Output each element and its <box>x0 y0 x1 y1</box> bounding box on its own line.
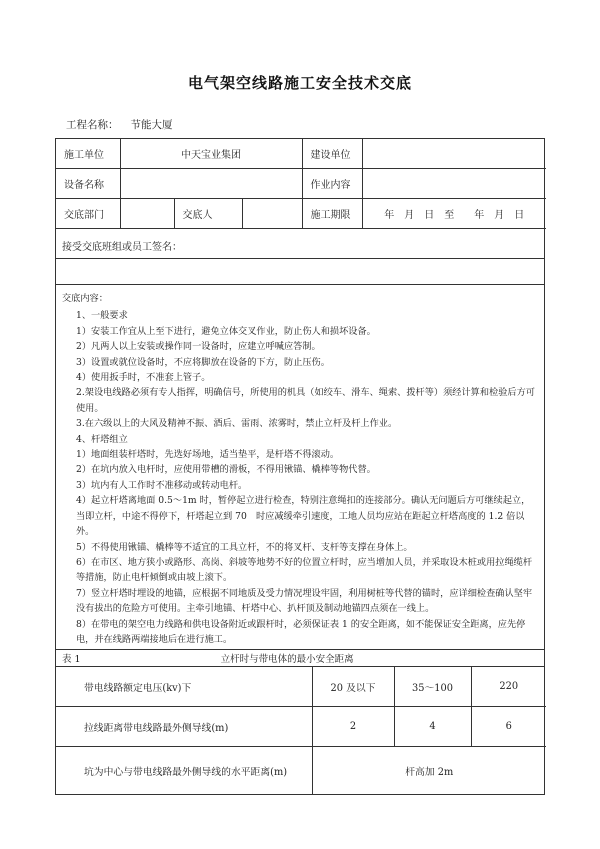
dept-label: 交底部门 <box>56 199 120 229</box>
project-name <box>66 117 173 132</box>
build-value[interactable] <box>362 139 546 169</box>
cell-value: 35～100 <box>394 667 471 707</box>
row-label: 坑为中心与带电线路最外侧导线的水平距离(m) <box>56 747 312 795</box>
content-item: 2）凡两人以上安装或操作同一设备时，应建立呼喊应答制。 <box>76 341 321 353</box>
content-item: 5）不得使用锹锚、橇棒等不适宜的工具立杆，不的将叉杆、支杆等支撑在身体上。 <box>76 541 413 553</box>
content-item: 8）在带电的架空电力线路和供电设备附近或跟杆时，必须保证表 1 的安全距离，如不能保证安全距离，应先停电，并在线路两端接地后在进行施工。 <box>76 618 526 645</box>
content-item: 3）设置或就位设备时，不应将脚放在设备的下方，防止压伤。 <box>76 356 330 368</box>
content-item: 1）安装工作宜从上至下进行，避免立体交叉作业，防止伤人和损坏设备。 <box>76 325 376 337</box>
disclosure-content <box>56 285 544 649</box>
dept-value[interactable] <box>120 199 174 229</box>
cell-value: 6 <box>471 707 546 747</box>
content-item: 3.在六级以上的大风及精神不振、酒后、雷雨、浓雾时，禁止立杆及杆上作业。 <box>76 418 398 430</box>
job-label: 作业内容 <box>302 169 362 199</box>
content-item: 4）使用扳手时，不准套上管子。 <box>76 372 211 384</box>
sign-row[interactable] <box>56 229 544 259</box>
unit-label: 施工单位 <box>56 139 120 169</box>
distance-table <box>56 667 546 794</box>
header-row-1 <box>56 139 546 169</box>
table-caption <box>56 650 544 667</box>
cell-value: 20 及以下 <box>312 667 394 707</box>
content-item: 1、一般要求 <box>76 310 128 322</box>
sign-blank-row[interactable] <box>56 259 544 285</box>
content-items <box>62 308 536 647</box>
cell-value: 2 <box>312 707 394 747</box>
equip-value[interactable] <box>120 169 302 199</box>
content-item: 1）地面组装杆塔时，先选好场地，适当垫平，是杆塔不得滚动。 <box>76 449 340 461</box>
cell-merged: 杆高加 2m <box>312 747 546 795</box>
header-table <box>56 139 546 229</box>
row-label: 带电线路额定电压(kv)下 <box>56 667 312 707</box>
table-label: 表 1 <box>62 654 81 666</box>
sign-label: 接受交底班组或员工签名： <box>62 242 182 253</box>
row-label: 拉线距离带电线路最外侧导线(m) <box>56 707 312 747</box>
period-label: 施工期限 <box>302 199 362 229</box>
content-item: 4）起立杆塔离地面 0.5～1m 时，暂停起立进行检查，特别注意绳扣的连接部分。确认无问题后方可继续起立，当即立杆，中途不得停下，杆塔起立到 70 时应减缓牵引速度，工地人员均应站在距起立杆塔高度的 1.2 倍以外。 <box>76 495 531 538</box>
unit-value: 中天宝业集团 <box>120 139 302 169</box>
table-row <box>56 707 546 747</box>
header-row-2 <box>56 169 546 199</box>
project-value: 节能大厦 <box>130 119 173 131</box>
content-item: 3）坑内有人工作时不准移动或转动电杆。 <box>76 479 248 491</box>
cell-value: 4 <box>394 707 471 747</box>
project-label: 工程名称： <box>66 119 119 131</box>
period-value[interactable]: 年 月 日 至 年 月 日 <box>362 199 546 229</box>
content-item: 2.架设电线路必须有专人指挥，明确信号，所使用的机具（如绞车、滑车、绳索、拨杆等）须经计算和检验后方可使用。 <box>76 387 535 414</box>
content-item: 4、杆塔组立 <box>76 433 128 445</box>
build-label: 建设单位 <box>302 139 362 169</box>
person-value[interactable] <box>242 199 302 229</box>
content-item: 6）在市区、地方狭小或路形、高岗、斜坡等地势不好的位置立杆时，应当增加人员，并采取设木桩或用拉绳缆杆等措施，防止电杆倾倒或由坡上滚下。 <box>76 556 533 584</box>
content-item: 2）在坑内放入电杆时，应使用带槽的滑板，不得用锹锚、橇棒等物代替。 <box>76 464 376 476</box>
header-row-3 <box>56 199 546 229</box>
job-value[interactable] <box>362 169 546 199</box>
equip-label: 设备名称 <box>56 169 120 199</box>
cell-value: 220 <box>471 667 546 707</box>
person-label: 交底人 <box>174 199 242 229</box>
page-title: 电气架空线路施工安全技术交底 <box>187 74 412 92</box>
table-row <box>56 747 546 795</box>
content-heading: 交底内容： <box>62 293 108 304</box>
table-title: 立杆时与带电体的最小安全距离 <box>220 654 354 666</box>
distance-table-section <box>56 649 544 794</box>
disclosure-form <box>55 138 545 795</box>
content-item: 7）竖立杆塔时埋设的地锚，应根据不同地质及受力情况埋设牢固，利用树桩等代替的锚时，应详细检查确认坚牢没有拔出的危险方可使用。主牵引地锚、杆塔中心、扒杆顶及制动地锚四点须在一线上。 <box>76 587 533 615</box>
table-row <box>56 667 546 707</box>
